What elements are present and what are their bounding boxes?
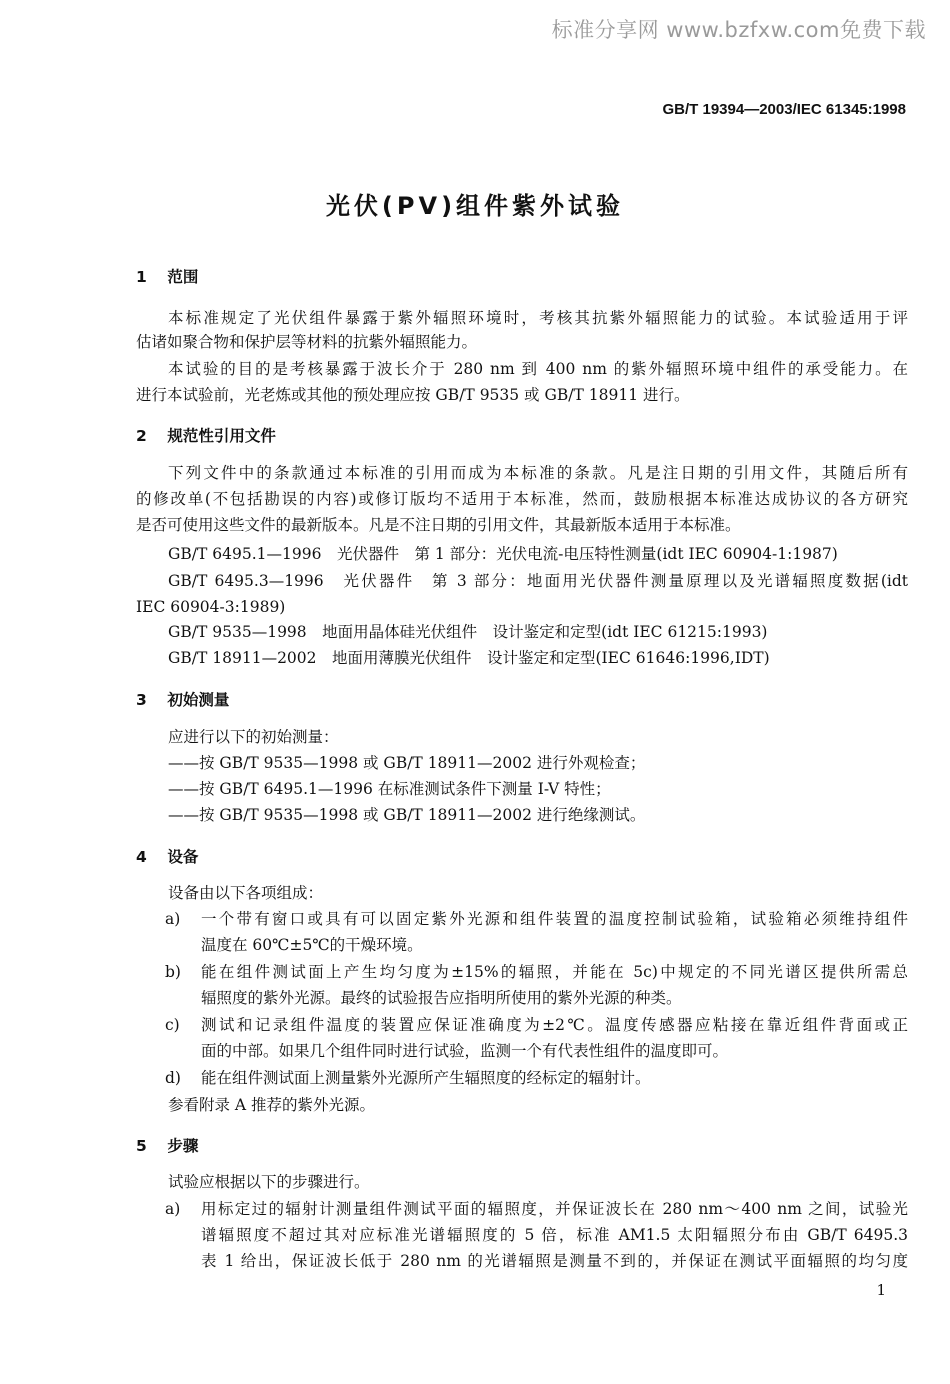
page-number: 1 — [876, 1281, 886, 1299]
section-number: 2 — [136, 427, 147, 445]
section-number: 3 — [136, 691, 147, 709]
list-item: ——按 GB/T 6495.1—1996 在标准测试条件下测量 I-V 特性； — [168, 780, 611, 798]
paragraph-line: 估诸如聚合物和保护层等材料的抗紫外辐照能力。 — [136, 333, 478, 351]
section-title: 设备 — [167, 848, 199, 866]
item-marker: d) — [165, 1069, 181, 1087]
item-line: 辐照度的紫外光源。最终的试验报告应指明所使用的紫外光源的种类。 — [201, 989, 682, 1007]
paragraph-line: 应进行以下的初始测量： — [168, 728, 339, 746]
paragraph-line: 本标准规定了光伏组件暴露于紫外辐照环境时，考核其抗紫外辐照能力的试验。本试验适用于评 — [168, 309, 908, 327]
item-line: 一个带有窗口或具有可以固定紫外光源和组件装置的温度控制试验箱，试验箱必须维持组件 — [201, 910, 908, 928]
reference-line: GB/T 9535—1998 地面用晶体硅光伏组件 设计鉴定和定型(idt IEC 61215:1993) — [168, 623, 768, 641]
list-item: ——按 GB/T 9535—1998 或 GB/T 18911—2002 进行绝缘测试。 — [168, 806, 646, 824]
section-title: 规范性引用文件 — [167, 427, 276, 445]
watermark: 标准分享网 www.bzfxw.com免费下载 — [551, 18, 926, 42]
section-title: 范围 — [167, 268, 199, 286]
item-line: 能在组件测试面上测量紫外光源所产生辐照度的经标定的辐射计。 — [201, 1069, 651, 1087]
section-1-heading — [136, 265, 198, 287]
item-line: 温度在 60℃±5℃的干燥环境。 — [201, 936, 423, 954]
reference-line: GB/T 18911—2002 地面用薄膜光伏组件 设计鉴定和定型(IEC 61646:1996,IDT) — [168, 649, 770, 667]
item-line: 用标定过的辐射计测量组件测试平面的辐照度，并保证波长在 280 nm～400 nm 之间，试验光 — [201, 1200, 908, 1218]
item-line: 表 1 给出，保证波长低于 280 nm 的光谱辐照是测量不到的，并保证在测试平面辐照的均匀度 — [201, 1252, 908, 1270]
item-marker: a) — [165, 1200, 181, 1218]
standard-code: GB/T 19394—2003/IEC 61345:1998 — [662, 101, 906, 118]
section-3-heading — [136, 688, 229, 710]
item-line: 测试和记录组件温度的装置应保证准确度为±2℃。温度传感器应粘接在靠近组件背面或正 — [201, 1016, 908, 1034]
reference-line: GB/T 6495.1—1996 光伏器件 第 1 部分：光伏电流-电压特性测量(idt IEC 60904-1:1987) — [168, 545, 838, 563]
paragraph-line: 的修改单(不包括勘误的内容)或修订版均不适用于本标准，然而，鼓励根据本标准达成协议的各方研究 — [136, 490, 908, 508]
section-2-heading — [136, 424, 276, 446]
paragraph-line: 是否可使用这些文件的最新版本。凡是不注日期的引用文件，其最新版本适用于本标准。 — [136, 516, 741, 534]
section-number: 5 — [136, 1137, 147, 1155]
paragraph-line: 试验应根据以下的步骤进行。 — [168, 1173, 370, 1191]
item-line: 谱辐照度不超过其对应标准光谱辐照度的 5 倍，标准 AM1.5 太阳辐照分布由 GB/T 6495.3 — [201, 1226, 908, 1244]
reference-line: GB/T 6495.3—1996 光伏器件 第 3 部分：地面用光伏器件测量原理以及光谱辐照度数据(idt — [168, 572, 908, 590]
section-title: 步骤 — [167, 1137, 199, 1155]
section-title: 初始测量 — [167, 691, 230, 709]
section-number: 4 — [136, 848, 147, 866]
paragraph-line: 下列文件中的条款通过本标准的引用而成为本标准的条款。凡是注日期的引用文件，其随后所有 — [168, 464, 908, 482]
paragraph-line: 参看附录 A 推荐的紫外光源。 — [168, 1096, 376, 1114]
section-4-heading — [136, 845, 198, 867]
list-item: ——按 GB/T 9535—1998 或 GB/T 18911—2002 进行外观检查； — [168, 754, 646, 772]
paragraph-line: 进行本试验前，光老炼或其他的预处理应按 GB/T 9535 或 GB/T 18911 进行。 — [136, 386, 690, 404]
document-title: 光伏(PV)组件紫外试验 — [325, 192, 625, 220]
item-line: 面的中部。如果几个组件同时进行试验，监测一个有代表性组件的温度即可。 — [201, 1042, 729, 1060]
item-marker: c) — [165, 1016, 180, 1034]
item-marker: a) — [165, 910, 181, 928]
paragraph-line: 设备由以下各项组成： — [168, 884, 324, 902]
reference-line: IEC 60904-3:1989) — [136, 598, 286, 616]
item-line: 能在组件测试面上产生均匀度为±15%的辐照，并能在 5c)中规定的不同光谱区提供所需总 — [201, 963, 908, 981]
section-5-heading — [136, 1134, 198, 1156]
item-marker: b) — [165, 963, 181, 981]
section-number: 1 — [136, 268, 147, 286]
paragraph-line: 本试验的目的是考核暴露于波长介于 280 nm 到 400 nm 的紫外辐照环境中组件的承受能力。在 — [168, 360, 908, 378]
